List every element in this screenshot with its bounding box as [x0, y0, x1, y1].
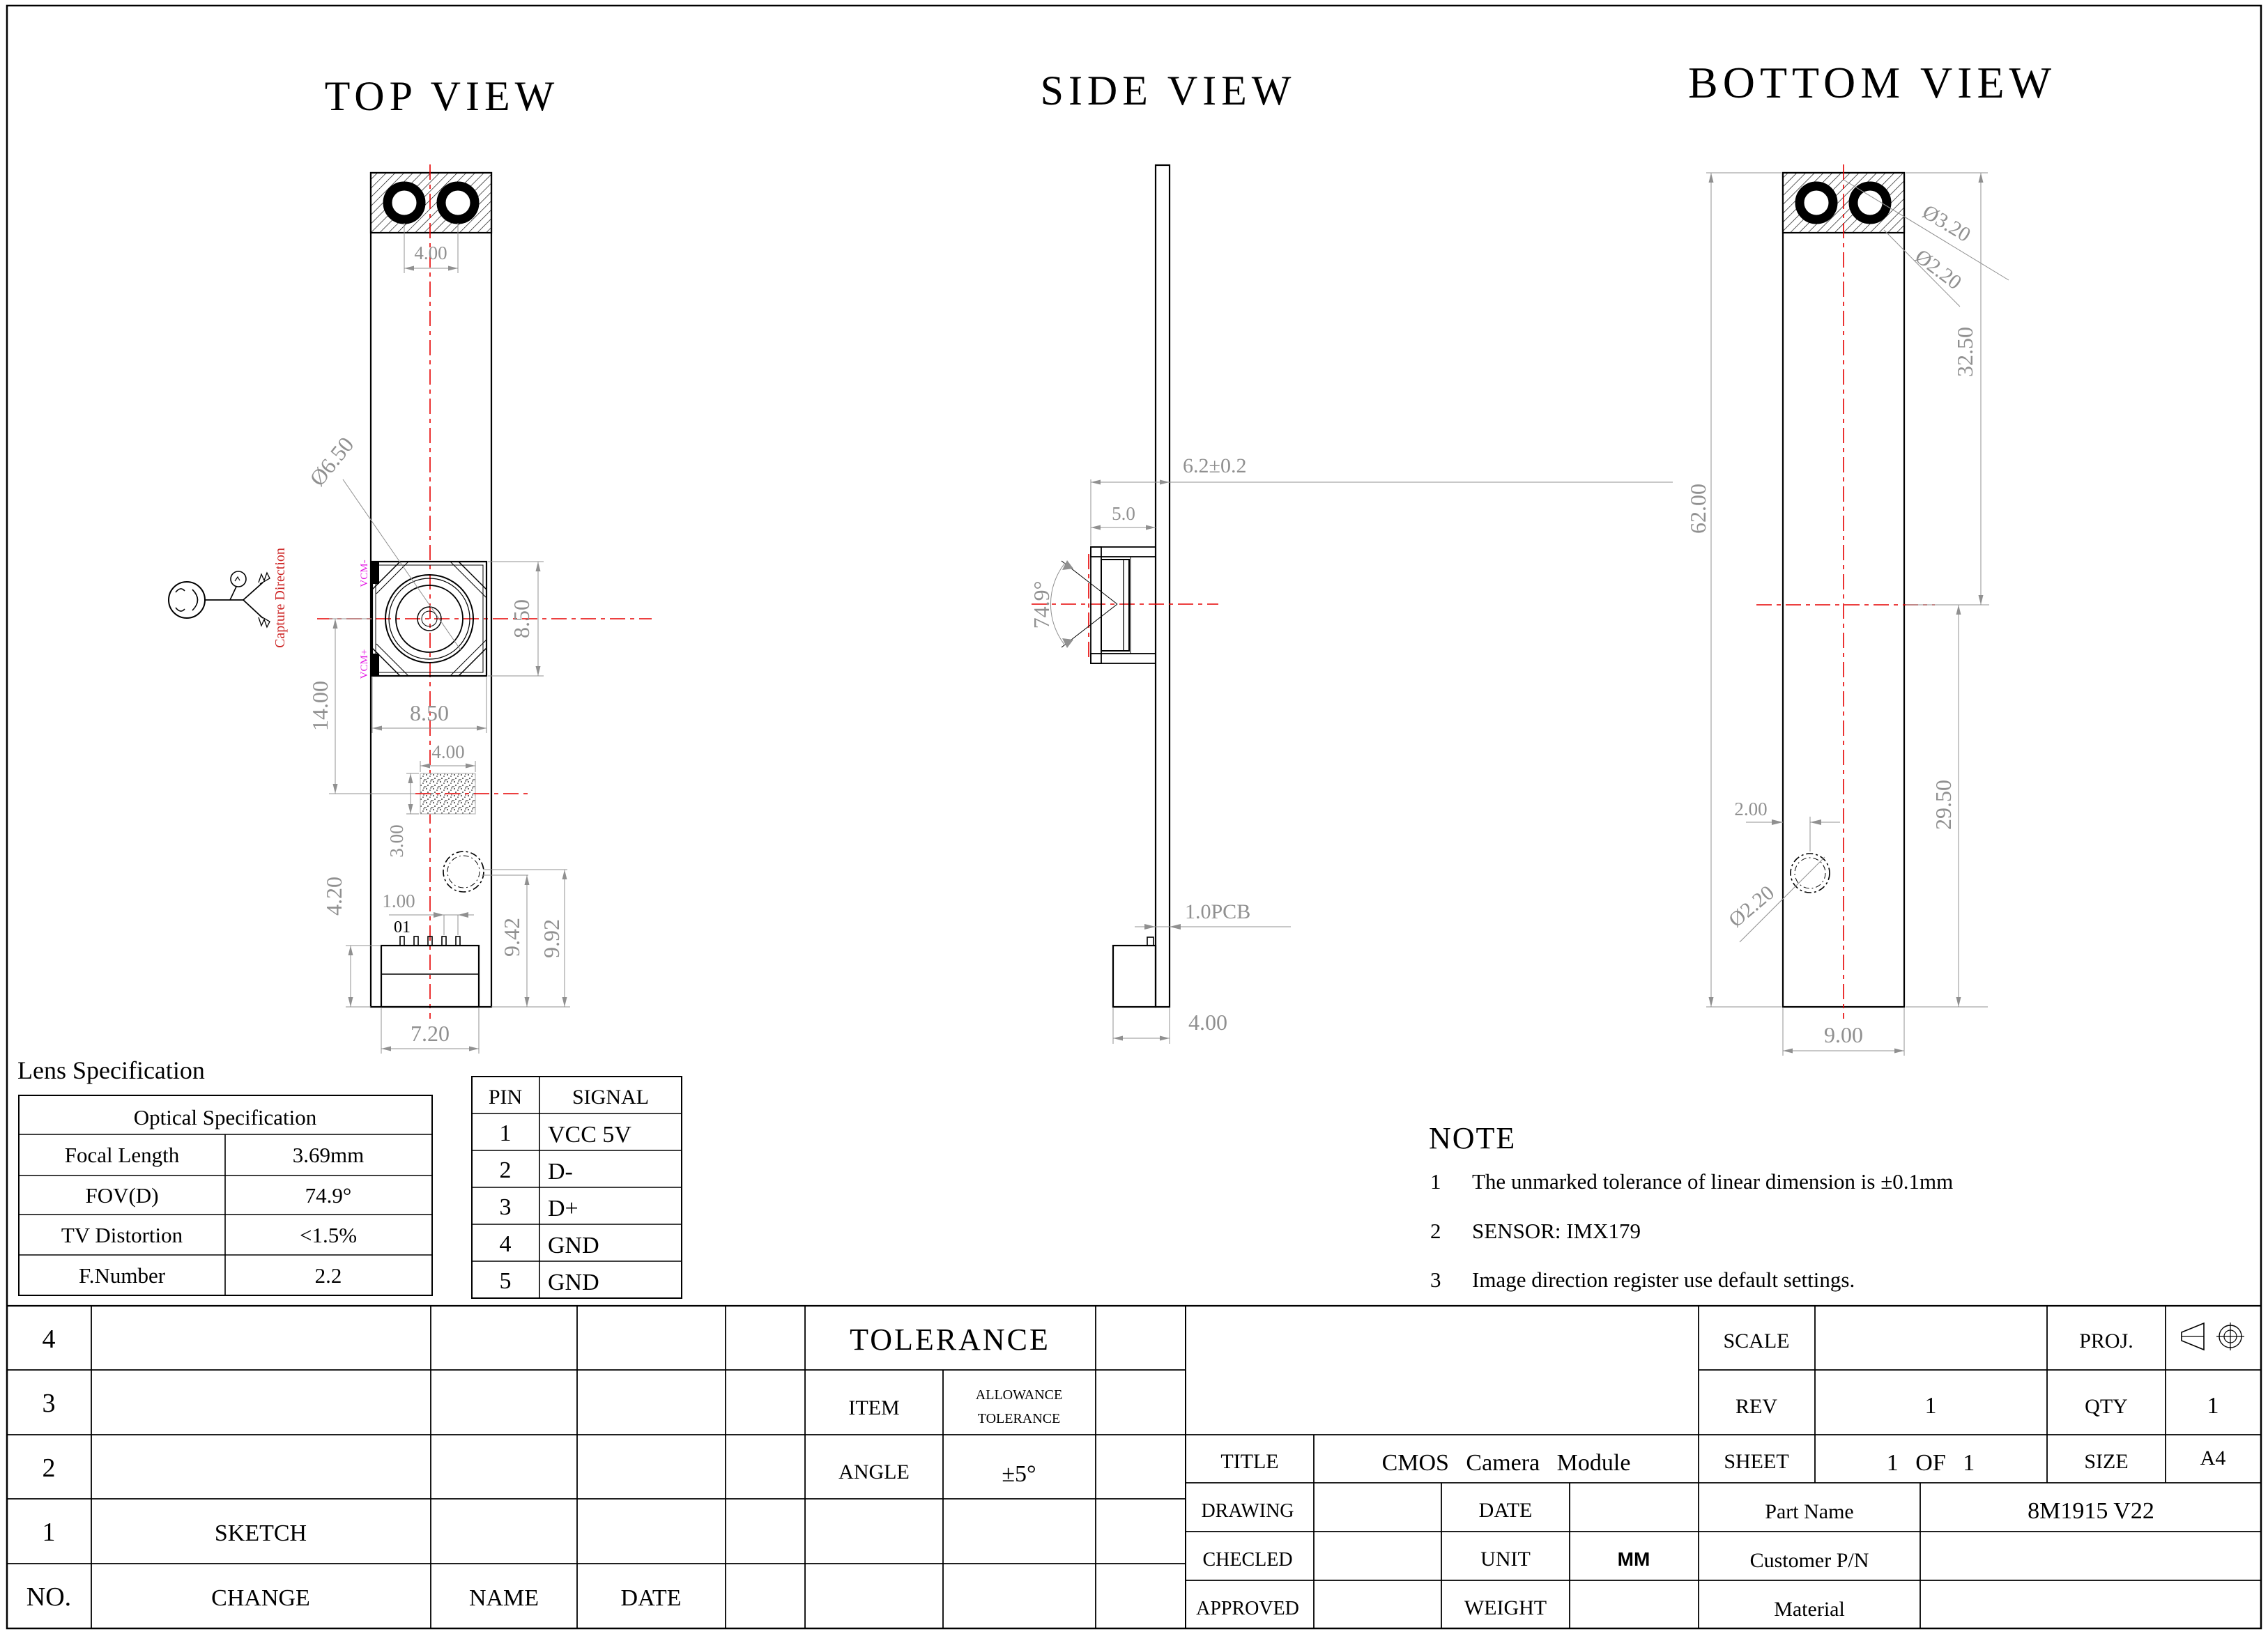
- title-label: TITLE: [1220, 1450, 1279, 1473]
- spec-label: F.Number: [78, 1263, 166, 1288]
- note-title: NOTE: [1429, 1121, 1517, 1155]
- sheet-label: SHEET: [1724, 1450, 1789, 1473]
- note-item-text: The unmarked tolerance of linear dimension is ±0.1mm: [1472, 1169, 1954, 1194]
- part-name-label: Part Name: [1765, 1500, 1854, 1523]
- pin-number: 5: [499, 1268, 512, 1294]
- top-pcb-outline: [371, 173, 491, 1007]
- top-dim-conn-w: 7.20: [411, 1021, 450, 1046]
- drawing-label: DRAWING: [1201, 1500, 1294, 1522]
- top-view: [169, 73, 652, 1054]
- bottom-mount-hole-left: [1800, 186, 1833, 219]
- spec-label: FOV(D): [85, 1183, 159, 1208]
- vcm-pad-top: [372, 562, 379, 584]
- title-block: [7, 1306, 2261, 1628]
- bottom-dim-hole2-dia: Ø2.20: [1724, 881, 1779, 932]
- top-view-title: TOP VIEW: [324, 73, 560, 119]
- side-dim-pcb-th: 1.0PCB: [1185, 900, 1251, 923]
- qty-label: QTY: [2085, 1395, 2128, 1418]
- pin-table: [472, 1077, 682, 1298]
- side-view-title: SIDE VIEW: [1040, 68, 1296, 114]
- lens-spec-title: Lens Specification: [17, 1056, 205, 1084]
- allowance-label-2: TOLERANCE: [977, 1411, 1061, 1426]
- bottom-dim-width: 9.00: [1824, 1022, 1863, 1047]
- pin-signal: D+: [548, 1196, 579, 1221]
- pin-header: PIN: [488, 1086, 523, 1109]
- item-label: ITEM: [848, 1396, 900, 1419]
- tolerance-header: TOLERANCE: [850, 1323, 1050, 1357]
- rev-row-no: NO.: [26, 1582, 72, 1612]
- side-dim-conn-w: 4.00: [1188, 1010, 1227, 1035]
- qty-value: 1: [2207, 1393, 2219, 1419]
- pin-signal: D-: [548, 1159, 573, 1185]
- size-label: SIZE: [2084, 1450, 2129, 1473]
- date-label: DATE: [620, 1585, 682, 1611]
- bottom-dim-hole-inner: Ø2.20: [1910, 245, 1966, 295]
- pin-number: 4: [499, 1231, 512, 1257]
- note-item-text: SENSOR: IMX179: [1472, 1219, 1641, 1243]
- sheet-value: 1 OF 1: [1886, 1450, 1975, 1476]
- angle-label: ANGLE: [838, 1460, 910, 1483]
- capture-direction-figure: [169, 548, 288, 648]
- top-mount-hole-left: [388, 186, 421, 219]
- pin-signal: VCC 5V: [548, 1122, 631, 1148]
- pin-number: 1: [499, 1120, 512, 1146]
- bottom-dim-hole-off: 2.00: [1734, 799, 1768, 819]
- spec-label: TV Distortion: [61, 1223, 183, 1247]
- size-value: A4: [2200, 1447, 2226, 1470]
- pin-number: 2: [499, 1157, 512, 1183]
- spec-value: 3.69mm: [292, 1143, 365, 1167]
- rev-row-2: 2: [42, 1454, 56, 1483]
- unit-value: MM: [1617, 1548, 1650, 1570]
- top-dim-conn-h: 4.20: [321, 877, 346, 916]
- capture-direction-label: Capture Direction: [273, 548, 288, 648]
- top-dim-lens-offset: 14.00: [307, 681, 332, 731]
- rev-label: REV: [1736, 1395, 1777, 1418]
- proj-label: PROJ.: [2079, 1329, 2133, 1352]
- top-dim-lens-dia: Ø6.50: [304, 432, 359, 491]
- name-label: NAME: [468, 1585, 539, 1611]
- note-section: [1429, 1121, 1953, 1292]
- weight-label: WEIGHT: [1464, 1596, 1547, 1619]
- side-dim-lens-th: 5.0: [1112, 503, 1135, 524]
- top-dim-pin-pitch: 1.00: [382, 891, 415, 911]
- vcm-pad-bottom: [372, 654, 379, 676]
- top-dim-hole-pitch: 4.00: [414, 242, 447, 263]
- bottom-dim-hole-outer: Ø3.20: [1918, 200, 1975, 247]
- bottom-view: [1685, 58, 2056, 1056]
- vcm-plus-label: VCM+: [359, 649, 370, 679]
- figure-hand: [231, 571, 246, 587]
- change-label: CHANGE: [211, 1585, 310, 1611]
- spec-label: Focal Length: [64, 1143, 180, 1167]
- side-dim-fov: 74.9°: [1029, 580, 1054, 629]
- side-lens-barrel: [1101, 560, 1129, 651]
- top-dim-pad-w: 4.00: [431, 741, 465, 762]
- note-item-text: Image direction register use default settings.: [1472, 1267, 1855, 1292]
- angle-tolerance-value: ±5°: [1002, 1461, 1036, 1487]
- side-connector: [1113, 946, 1156, 1007]
- material-label: Material: [1774, 1598, 1845, 1621]
- pin-number: 3: [499, 1194, 512, 1220]
- spec-value: <1.5%: [299, 1223, 358, 1247]
- note-item-num: 1: [1430, 1169, 1441, 1194]
- bottom-dim-total-len: 62.00: [1685, 484, 1710, 534]
- spec-value: 2.2: [314, 1263, 342, 1288]
- first-angle-projection-icon: [2182, 1323, 2244, 1350]
- note-item-num: 3: [1430, 1267, 1441, 1292]
- top-dim-pad-h: 3.00: [386, 824, 407, 858]
- top-dim-lens-h: 8.50: [509, 599, 534, 638]
- side-view: [1029, 68, 1673, 1044]
- bottom-dim-lower-len: 29.50: [1931, 780, 1956, 830]
- bottom-view-title: BOTTOM VIEW: [1688, 58, 2056, 107]
- pin-signal: GND: [548, 1270, 599, 1295]
- bottom-dim-upper-len: 32.50: [1952, 327, 1977, 377]
- signal-header: SIGNAL: [572, 1086, 649, 1109]
- rev-row-4: 4: [42, 1325, 56, 1354]
- pin-signal: GND: [548, 1233, 599, 1258]
- side-dim-total-th: 6.2±0.2: [1183, 454, 1247, 477]
- approved-label: APPROVED: [1196, 1598, 1299, 1619]
- date2-label: DATE: [1478, 1499, 1533, 1522]
- side-pcb: [1156, 165, 1170, 1007]
- top-through-hole: [443, 851, 484, 892]
- unit-label: UNIT: [1480, 1548, 1531, 1571]
- customer-pn-label: Customer P/N: [1749, 1549, 1869, 1572]
- note-item-num: 2: [1430, 1219, 1441, 1243]
- lens-spec-table: [17, 1056, 432, 1295]
- spec-value: 74.9°: [305, 1183, 352, 1208]
- top-dim-hole-pos1: 9.42: [499, 918, 524, 957]
- rev-row-1: 1: [42, 1518, 56, 1547]
- scale-label: SCALE: [1723, 1329, 1790, 1352]
- lens-spec-header: Optical Specification: [133, 1105, 317, 1130]
- top-dim-hole-pos2: 9.92: [539, 919, 564, 958]
- rev-row-3: 3: [42, 1389, 56, 1418]
- top-mount-hole-right: [441, 186, 475, 219]
- bottom-small-hole: [1791, 854, 1830, 893]
- checked-label: CHECLED: [1202, 1549, 1293, 1571]
- allowance-label-1: ALLOWANCE: [975, 1387, 1063, 1403]
- part-name-value: 8M1915 V22: [2028, 1498, 2154, 1524]
- rev-value: 1: [1924, 1393, 1937, 1419]
- sketch-label: SKETCH: [214, 1520, 307, 1546]
- drawing-title-value: CMOS Camera Module: [1381, 1450, 1631, 1476]
- vcm-minus-label: VCM-: [359, 560, 370, 587]
- pin1-marker: 01: [394, 918, 411, 937]
- top-dim-lens-w: 8.50: [410, 700, 449, 725]
